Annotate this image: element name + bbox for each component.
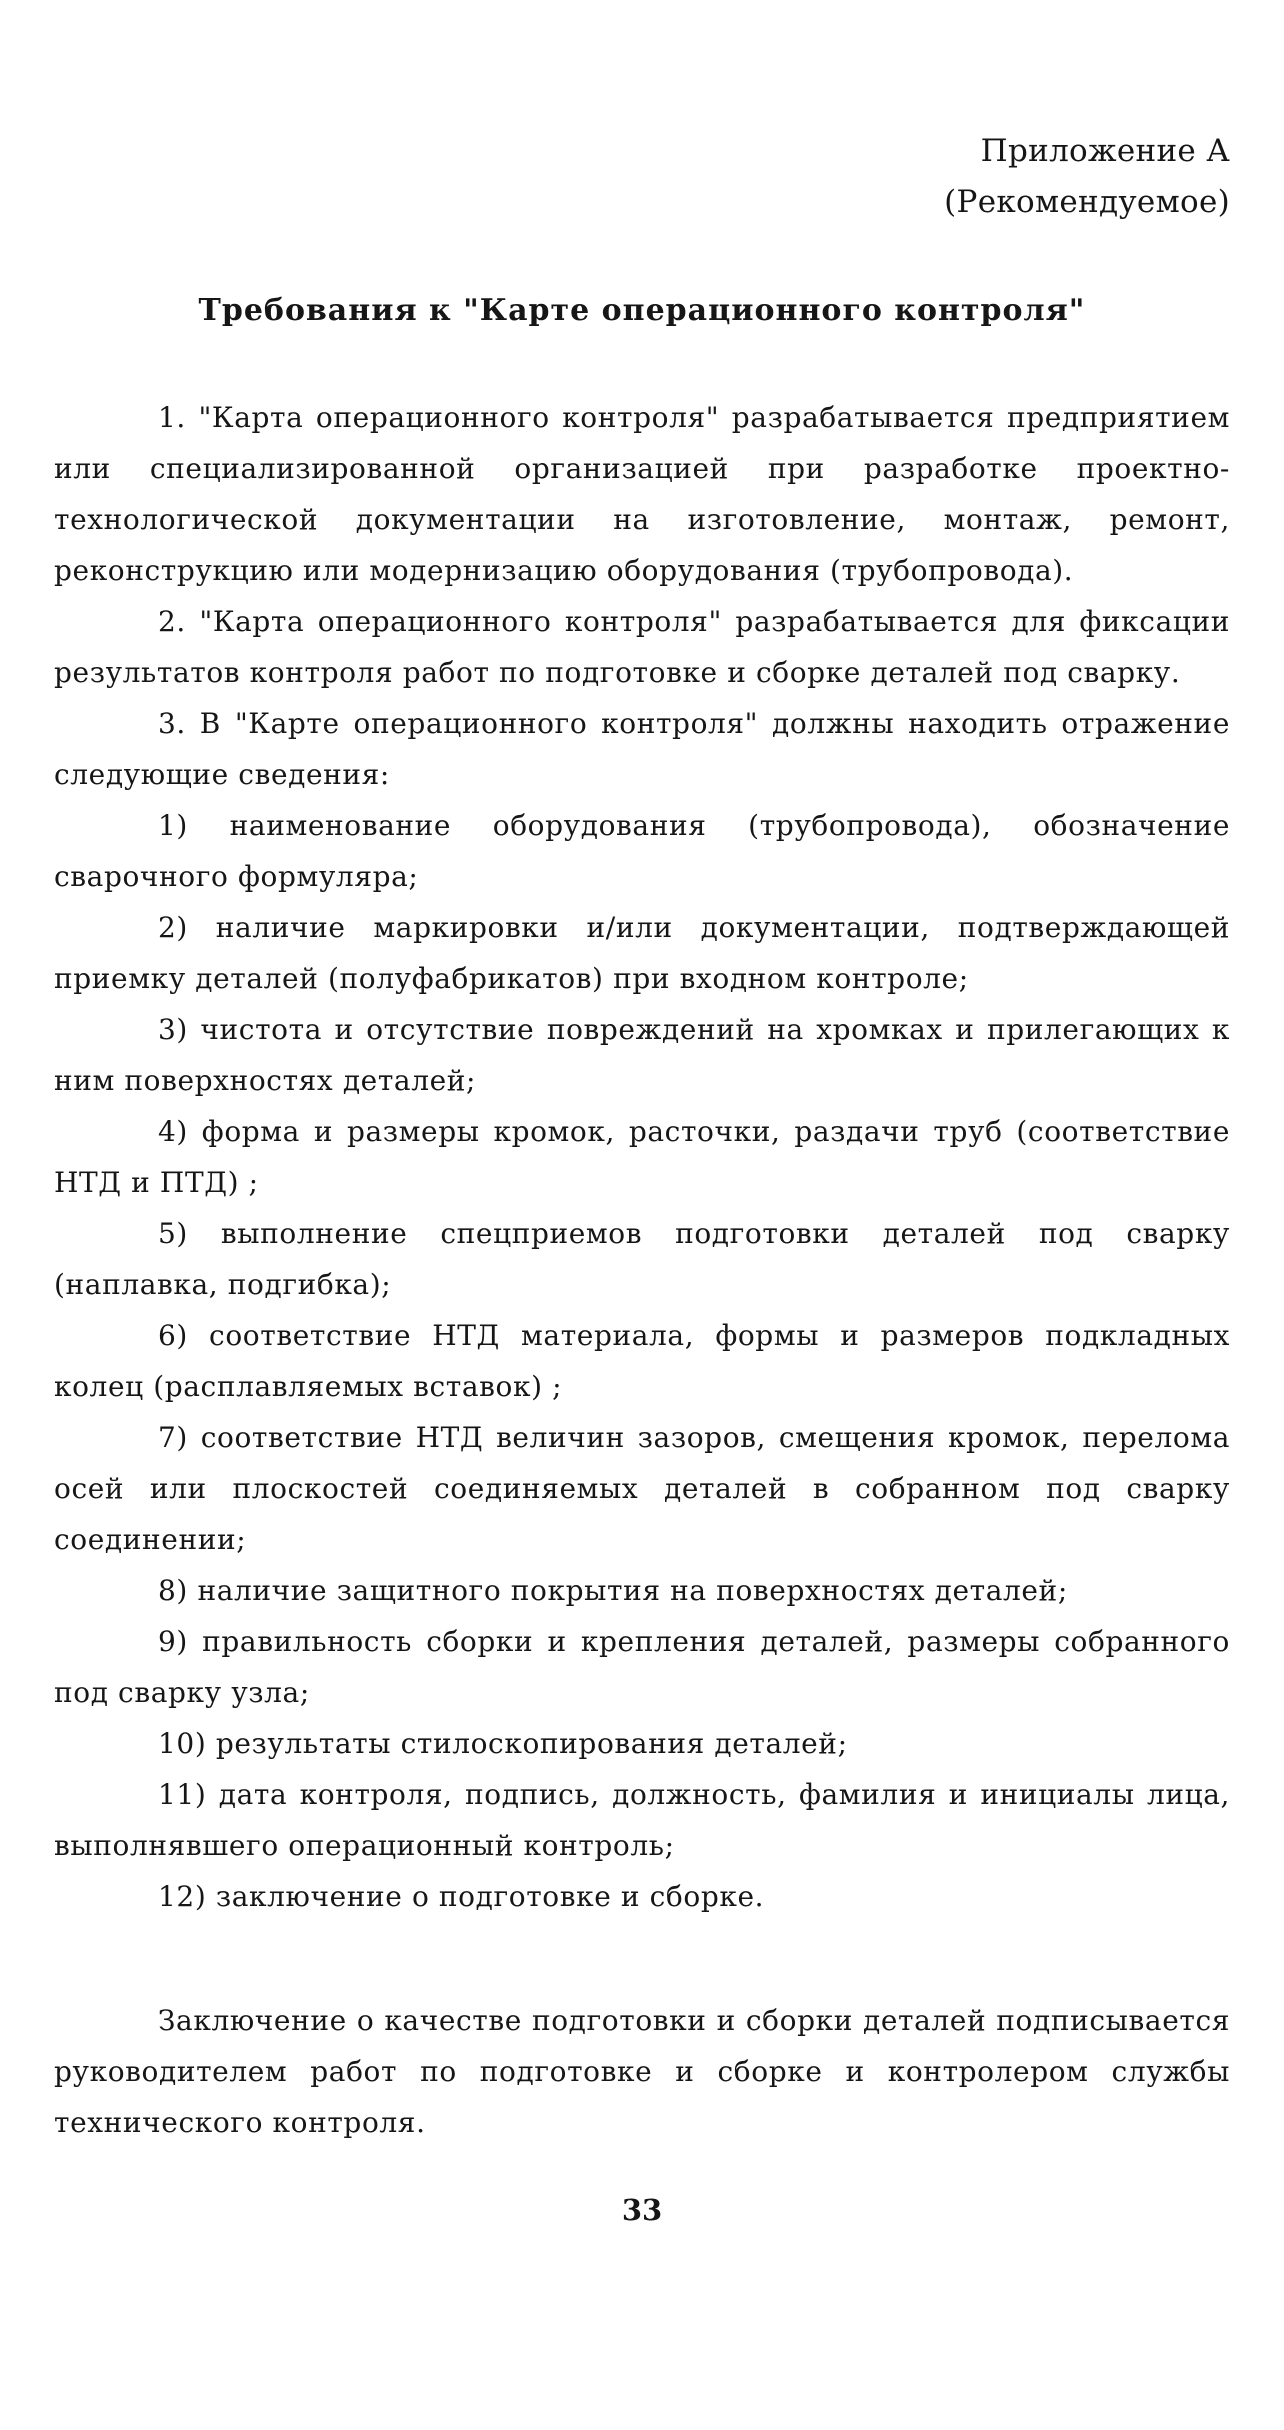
list-item-2: 2) наличие маркировки и/или документации, подтверждающей приемку деталей (полуфабрикатов) при входном контроле; bbox=[54, 911, 1230, 995]
appendix-type: (Рекомендуемое) bbox=[944, 184, 1230, 220]
list-item-3: 3) чистота и отсутствие повреждений на хромках и прилегающих к ним поверхностях деталей; bbox=[54, 1013, 1230, 1097]
list-item-5: 5) выполнение спецприемов подготовки деталей под сварку (наплавка, подгибка); bbox=[54, 1217, 1230, 1301]
paragraph-3: 3. В "Карте операционного контроля" должны находить отражение следующие сведения: bbox=[54, 707, 1230, 791]
list-item-7: 7) соответствие НТД величин зазоров, смещения кромок, перелома осей или плоскостей соединяемых деталей в собранном под сварку соединении; bbox=[54, 1421, 1230, 1556]
paragraph-2: 2. "Карта операционного контроля" разрабатывается для фиксации результатов контроля работ по подготовке и сборке деталей под сварку. bbox=[54, 605, 1230, 689]
document-title: Требования к "Карте операционного контроля" bbox=[198, 293, 1086, 328]
list-item-9: 9) правильность сборки и крепления деталей, размеры собранного под сварку узла; bbox=[54, 1625, 1230, 1709]
list-item-11: 11) дата контроля, подпись, должность, фамилия и инициалы лица, выполнявшего операционный контроль; bbox=[54, 1778, 1230, 1862]
list-item-10: 10) результаты стилоскопирования деталей; bbox=[158, 1727, 848, 1760]
list-item-6: 6) соответствие НТД материала, формы и размеров подкладных колец (расплавляемых вставок) ; bbox=[54, 1319, 1230, 1403]
document-body bbox=[54, 392, 1230, 1922]
page-number: 33 bbox=[621, 2193, 663, 2227]
list-item-4: 4) форма и размеры кромок, расточки, раздачи труб (соответствие НТД и ПТД) ; bbox=[54, 1115, 1230, 1199]
list-item-8: 8) наличие защитного покрытия на поверхностях деталей; bbox=[158, 1574, 1068, 1607]
appendix-header bbox=[944, 126, 1230, 228]
paragraph-1: 1. "Карта операционного контроля" разрабатывается предприятием или специализированной организацией при разработке проектно-технологической документации на изготовление, монтаж, ремонт, реконструкцию или модернизацию оборудования (трубопровода). bbox=[54, 401, 1230, 587]
conclusion-paragraph: Заключение о качестве подготовки и сборки деталей подписывается руководителем работ по подготовке и сборке и контролером службы технического контроля. bbox=[54, 2004, 1230, 2139]
list-item-1: 1) наименование оборудования (трубопровода), обозначение сварочного формуляра; bbox=[54, 809, 1230, 893]
appendix-label: Приложение А bbox=[980, 133, 1230, 169]
list-item-12: 12) заключение о подготовке и сборке. bbox=[158, 1880, 765, 1913]
